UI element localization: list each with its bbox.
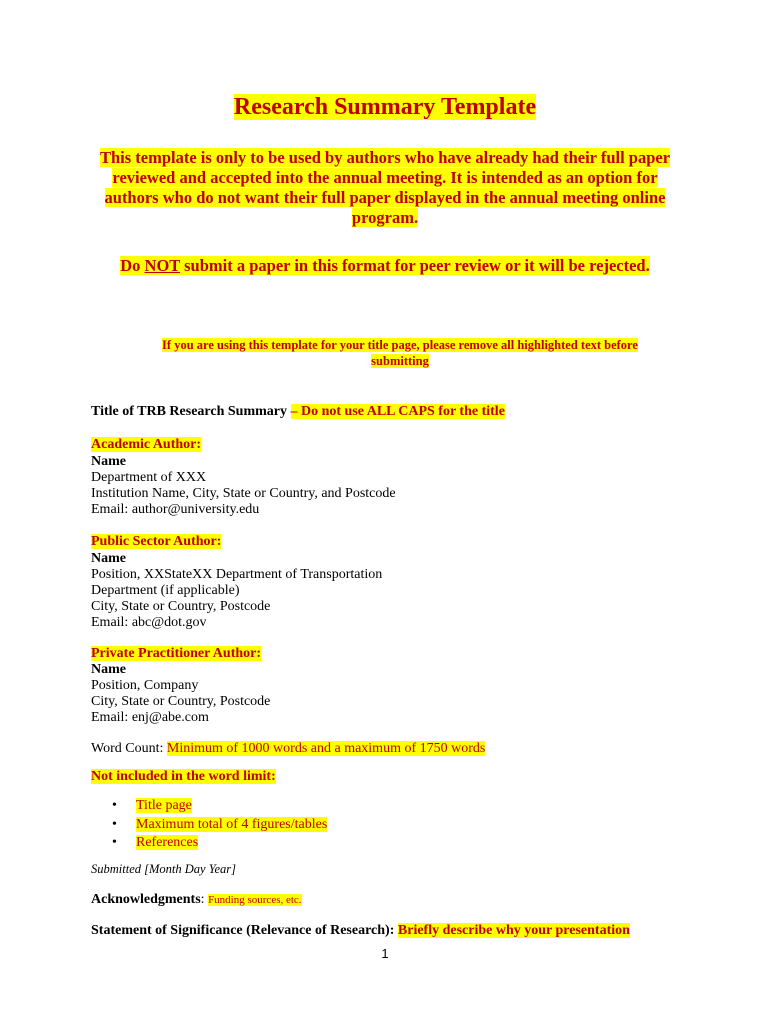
public-author-name: Name	[91, 551, 126, 566]
bullet-icon: •	[112, 798, 117, 813]
intro-line: reviewed and accepted into the annual meeting. It is intended as an option for	[112, 168, 658, 187]
summary-title-line: Title of TRB Research Summary – Do not use ALL CAPS for the title	[91, 404, 505, 419]
intro-line: This template is only to be used by authors who have already had their full paper	[99, 148, 671, 167]
acknowledgments-line: Acknowledgments: Funding sources, etc.	[91, 892, 302, 907]
bullet-icon: •	[112, 816, 117, 832]
submitted-date: Submitted [Month Day Year]	[91, 862, 237, 876]
highlight-note: If you are using this template for your title page, please remove all highlighted text before submitting	[162, 338, 638, 368]
academic-author-heading: Academic Author:	[91, 437, 202, 452]
private-author-name: Name	[91, 662, 126, 677]
public-author-line: City, State or Country, Postcode	[91, 599, 271, 614]
academic-author-line: Institution Name, City, State or Country, and Postcode	[91, 486, 396, 501]
list-item: • References	[112, 834, 327, 853]
public-author-line: Position, XXStateXX Department of Transportation	[91, 567, 383, 582]
page-number: 1	[381, 946, 389, 961]
private-author-line: Position, Company	[91, 678, 199, 693]
document-title: Research Summary Template	[233, 94, 537, 120]
academic-author-line: Department of XXX	[91, 470, 207, 485]
private-author-line: City, State or Country, Postcode	[91, 694, 271, 709]
private-author-email: Email: enj@abe.com	[91, 710, 209, 725]
academic-author-name: Name	[91, 454, 126, 469]
significance-line: Statement of Significance (Relevance of Research): Briefly describe why your presentation	[91, 923, 630, 938]
list-item: • Maximum total of 4 figures/tables	[112, 816, 327, 835]
public-author-line: Department (if applicable)	[91, 583, 240, 598]
private-author-heading: Private Practitioner Author:	[91, 646, 262, 661]
bullet-icon: •	[112, 835, 117, 850]
warning-emphasis: NOT	[144, 256, 181, 275]
intro-line: authors who do not want their full paper displayed in the annual meeting online	[104, 188, 666, 207]
academic-author-email: Email: author@university.edu	[91, 502, 260, 517]
not-included-heading: Not included in the word limit:	[91, 769, 276, 784]
intro-paragraph	[90, 148, 680, 228]
word-count-line: Word Count: Minimum of 1000 words and a maximum of 1750 words	[91, 741, 486, 756]
list-item: • Title page	[112, 797, 327, 816]
public-author-email: Email: abc@dot.gov	[91, 615, 207, 630]
public-author-heading: Public Sector Author:	[91, 534, 222, 549]
warning-line: Do NOT submit a paper in this format for peer review or it will be rejected.	[120, 256, 650, 275]
intro-line: program.	[351, 208, 419, 227]
exclusions-list	[112, 797, 327, 853]
